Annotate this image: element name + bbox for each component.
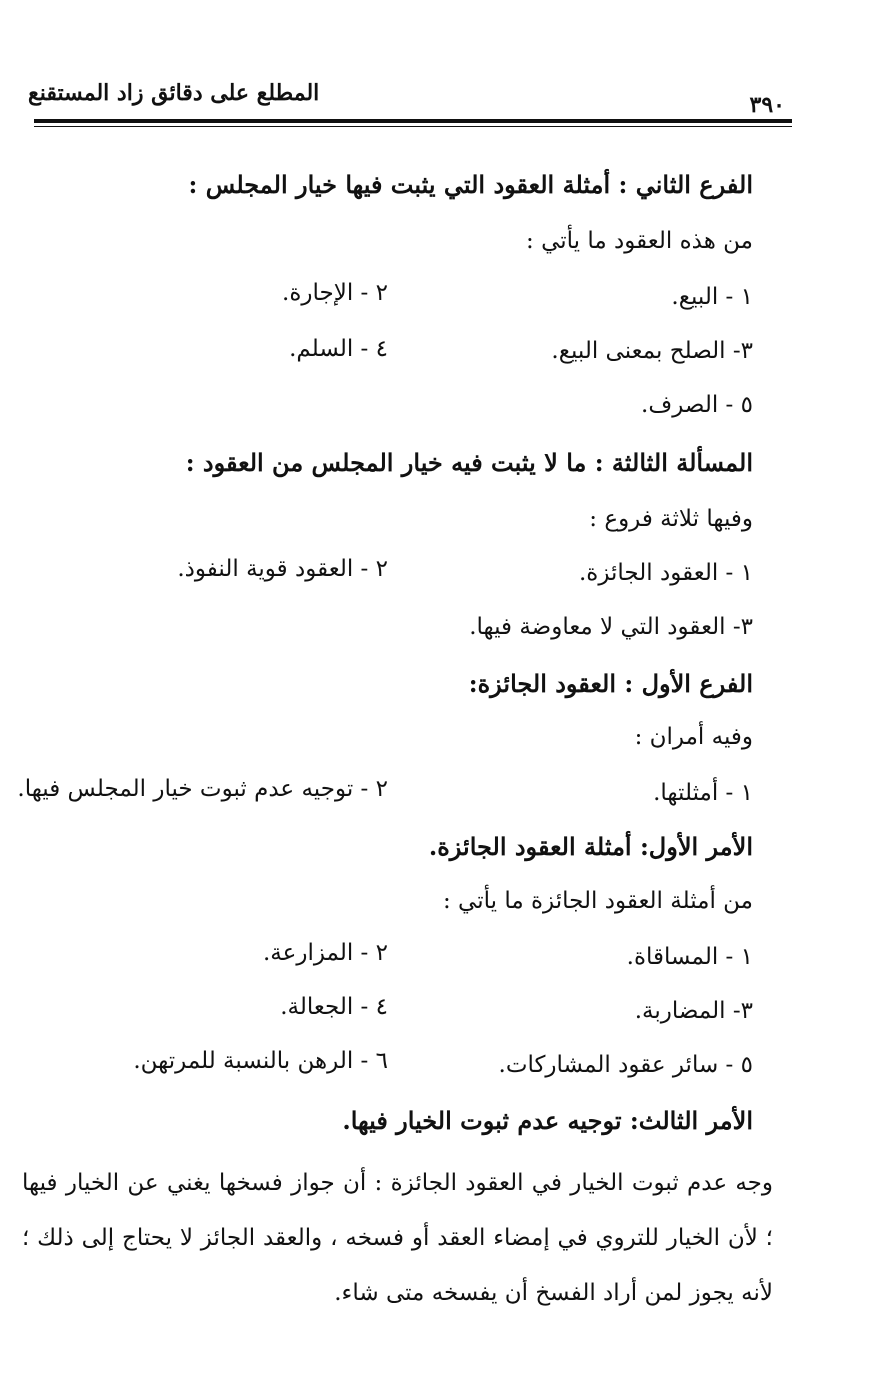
list-item: ٤ - الجعالة. xyxy=(280,994,388,1020)
list-item: ٢ - الإجارة. xyxy=(282,280,388,306)
list-item: ١ - العقود الجائزة. xyxy=(578,560,753,586)
header-rule-thin xyxy=(34,126,792,127)
list-item: ٤ - السلم. xyxy=(289,336,388,362)
text-line: وفيها ثلاثة فروع : xyxy=(589,506,753,532)
list-item: ٣- الصلح بمعنى البيع. xyxy=(551,338,753,364)
section-heading: المسألة الثالثة : ما لا يثبت فيه خيار المجلس من العقود : xyxy=(185,448,753,477)
subsection-heading: الفرع الأول : العقود الجائزة: xyxy=(468,669,753,698)
list-item: ٥ - الصرف. xyxy=(641,392,753,418)
list-item: ٢ - توجيه عدم ثبوت خيار المجلس فيها. xyxy=(17,776,388,802)
body-paragraph: وجه عدم ثبوت الخيار في العقود الجائزة : أن جواز فسخها يغني عن الخيار فيها ؛ لأن الخيار للتروي في إمضاء العقد أو فسخه ، والعقد الجائز لا يحتاج إلى ذلك ؛ لأنه يجوز لمن أراد الفسخ أن يفسخه متى شاء. xyxy=(22,1170,773,1306)
topic-heading: الأمر الأول: أمثلة العقود الجائزة. xyxy=(428,832,753,861)
list-item: ١ - أمثلتها. xyxy=(653,780,753,806)
list-item: ٣- العقود التي لا معاوضة فيها. xyxy=(469,614,753,640)
list-item: ٢ - العقود قوية النفوذ. xyxy=(177,556,388,582)
running-header-title: المطلع على دقائق زاد المستقنع xyxy=(28,80,320,106)
text-line: من هذه العقود ما يأتي : xyxy=(526,228,753,254)
list-item: ٦ - الرهن بالنسبة للمرتهن. xyxy=(133,1048,388,1074)
list-item: ٢ - المزارعة. xyxy=(262,940,388,966)
list-item: ٥ - سائر عقود المشاركات. xyxy=(498,1052,753,1078)
topic-heading: الأمر الثالث: توجيه عدم ثبوت الخيار فيها. xyxy=(342,1106,753,1135)
list-item: ٣- المضاربة. xyxy=(634,998,753,1024)
text-line: من أمثلة العقود الجائزة ما يأتي : xyxy=(443,888,753,914)
header-rule-thick xyxy=(34,119,792,123)
subsection-heading: الفرع الثاني : أمثلة العقود التي يثبت فيها خيار المجلس : xyxy=(188,170,753,199)
text-line: وفيه أمران : xyxy=(634,724,753,750)
list-item: ١ - البيع. xyxy=(671,284,753,310)
list-item: ١ - المساقاة. xyxy=(626,944,753,970)
page-number: ٣٩٠ xyxy=(749,92,785,118)
